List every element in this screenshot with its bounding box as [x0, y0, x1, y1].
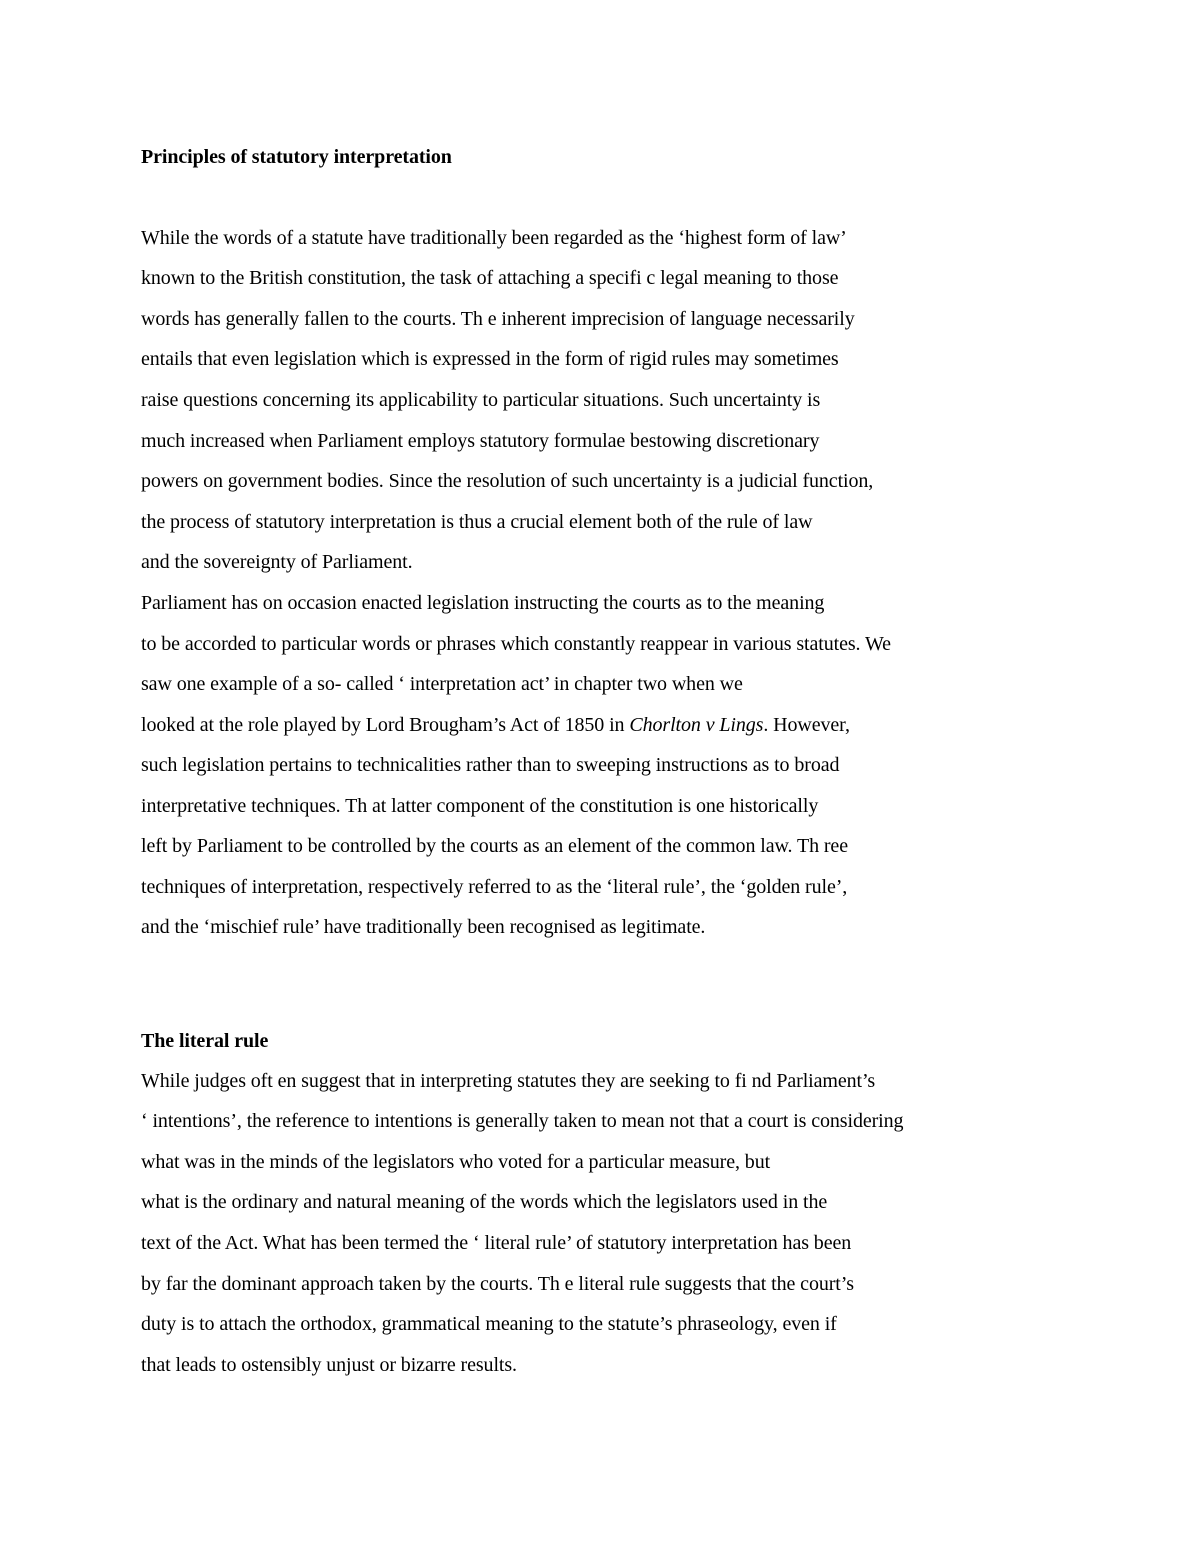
text-line — [141, 712, 850, 738]
text-line: such legislation pertains to technicalities rather than to sweeping instructions as to broad — [141, 754, 840, 776]
text-line: saw one example of a so- called ‘ interpretation act’ in chapter two when we — [141, 673, 743, 695]
text-line: words has generally fallen to the courts. Th e inherent imprecision of language necessarily — [141, 308, 855, 330]
text-segment: . However, — [763, 714, 850, 736]
text-line: what was in the minds of the legislators who voted for a particular measure, but — [141, 1151, 771, 1173]
text-line: powers on government bodies. Since the resolution of such uncertainty is a judicial function, — [141, 470, 874, 492]
text-line: and the ‘mischief rule’ have traditionally been recognised as legitimate. — [141, 916, 706, 938]
text-line: left by Parliament to be controlled by the courts as an element of the common law. Th ree — [141, 835, 848, 857]
text-line: known to the British constitution, the task of attaching a specifi c legal meaning to those — [141, 267, 839, 289]
text-line: While the words of a statute have traditionally been regarded as the ‘highest form of law’ — [141, 227, 847, 249]
text-line: by far the dominant approach taken by the courts. Th e literal rule suggests that the court’s — [141, 1273, 854, 1295]
text-line: raise questions concerning its applicability to particular situations. Such uncertainty is — [141, 389, 821, 411]
text-line: entails that even legislation which is expressed in the form of rigid rules may sometimes — [141, 348, 839, 370]
text-line: much increased when Parliament employs statutory formulae bestowing discretionary — [141, 430, 820, 452]
text-line: and the sovereignty of Parliament. — [141, 551, 413, 573]
text-line: ‘ intentions’, the reference to intentions is generally taken to mean not that a court is considering — [141, 1110, 904, 1132]
text-line: techniques of interpretation, respectively referred to as the ‘literal rule’, the ‘golden rule’, — [141, 876, 848, 898]
text-line: to be accorded to particular words or phrases which constantly reappear in various statutes. We — [141, 633, 891, 655]
text-line: that leads to ostensibly unjust or bizarre results. — [141, 1354, 517, 1376]
text-line: duty is to attach the orthodox, grammatical meaning to the statute’s phraseology, even if — [141, 1313, 837, 1335]
section-heading-literal-rule: The literal rule — [141, 1030, 269, 1052]
case-citation: Chorlton v Lings — [629, 714, 764, 736]
section-heading-principles: Principles of statutory interpretation — [141, 146, 452, 168]
text-line: Parliament has on occasion enacted legislation instructing the courts as to the meaning — [141, 592, 825, 614]
text-line: While judges oft en suggest that in interpreting statutes they are seeking to fi nd Parliament’s — [141, 1070, 876, 1092]
text-line: the process of statutory interpretation is thus a crucial element both of the rule of law — [141, 511, 813, 533]
text-line: what is the ordinary and natural meaning of the words which the legislators used in the — [141, 1191, 828, 1213]
text-line: text of the Act. What has been termed the ‘ literal rule’ of statutory interpretation has been — [141, 1232, 852, 1254]
text-line: interpretative techniques. Th at latter component of the constitution is one historically — [141, 795, 819, 817]
text-segment: looked at the role played by Lord Brougham’s Act of 1850 in — [141, 714, 630, 736]
